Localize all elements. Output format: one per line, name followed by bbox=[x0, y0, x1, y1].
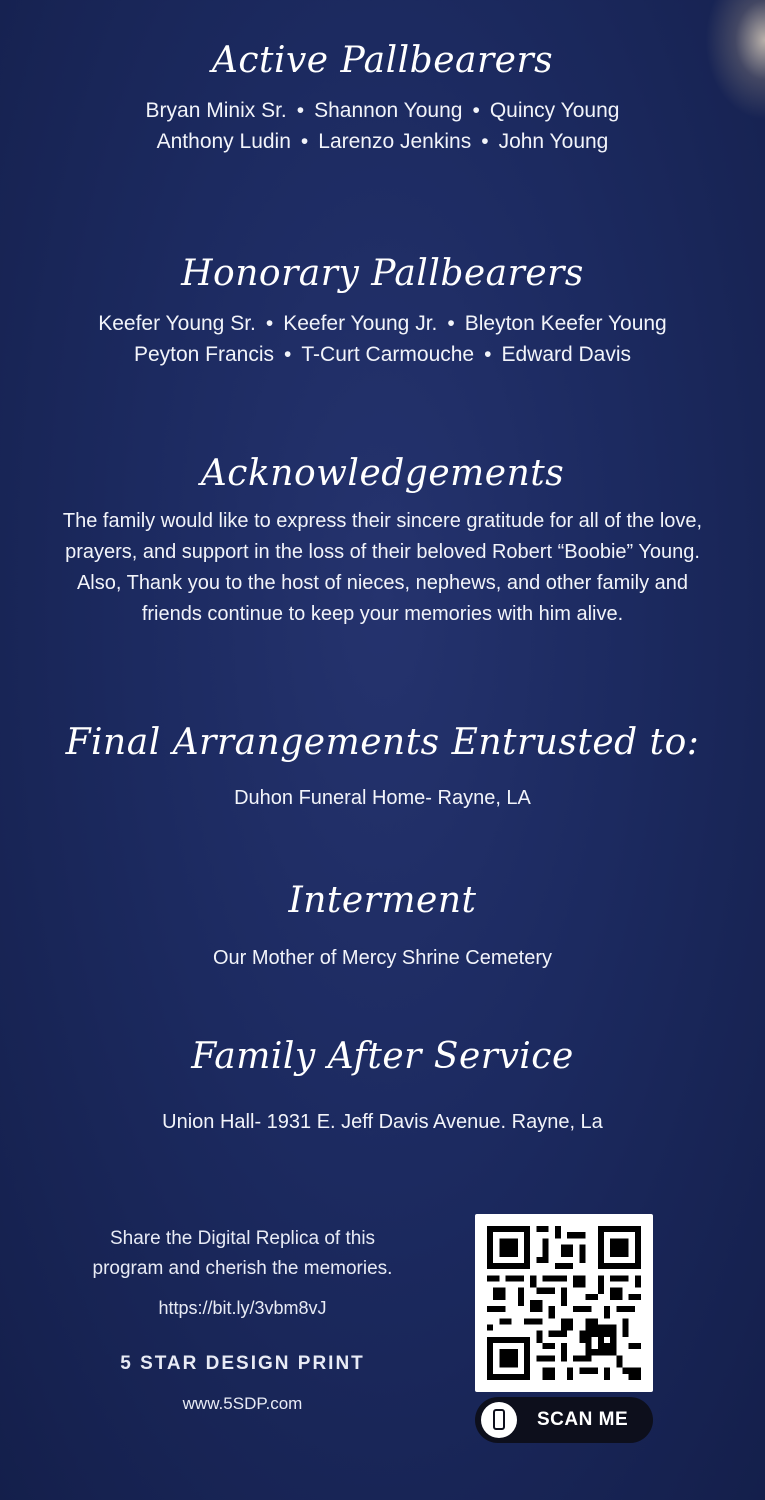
honorary-pallbearers-section bbox=[0, 253, 765, 370]
acknowledgements-section bbox=[0, 453, 765, 630]
final-arrangements-section bbox=[0, 722, 765, 810]
names-row bbox=[0, 95, 765, 126]
family-after-service-heading: Family After Service bbox=[191, 1036, 574, 1077]
phone-shape bbox=[493, 1409, 505, 1430]
interment-heading: Interment bbox=[288, 880, 477, 921]
pallbearer-name: Keefer Young Jr. bbox=[283, 312, 438, 335]
share-line: Share the Digital Replica of this bbox=[109, 1228, 376, 1249]
brand-name: 5 STAR DESIGN PRINT bbox=[120, 1353, 365, 1374]
separator: • bbox=[265, 312, 274, 335]
cemetery-text: Our Mother of Mercy Shrine Cemetery bbox=[213, 947, 552, 969]
names-row bbox=[0, 308, 765, 339]
qr-code-graphic bbox=[487, 1226, 641, 1380]
names-row bbox=[0, 339, 765, 370]
pallbearer-name: Shannon Young bbox=[314, 99, 463, 122]
qr-code-icon[interactable] bbox=[475, 1214, 653, 1392]
pallbearer-name: Anthony Ludin bbox=[156, 130, 291, 153]
acknowledgement-line: prayers, and support in the loss of their beloved Robert “Boobie” Young. bbox=[65, 541, 700, 563]
scan-me-label: SCAN ME bbox=[537, 1409, 629, 1430]
honorary-pallbearers-names bbox=[0, 308, 765, 370]
family-after-service-section bbox=[0, 1036, 765, 1134]
pallbearer-name: Keefer Young Sr. bbox=[98, 312, 256, 335]
separator: • bbox=[300, 130, 309, 153]
separator: • bbox=[284, 343, 292, 366]
acknowledgement-line: friends continue to keep your memories with him alive. bbox=[141, 603, 624, 625]
separator: • bbox=[472, 99, 480, 122]
funeral-home-text: Duhon Funeral Home- Rayne, LA bbox=[234, 787, 531, 809]
acknowledgements-text bbox=[0, 506, 765, 630]
active-pallbearers-names bbox=[0, 95, 765, 157]
acknowledgement-line: The family would like to express their sincere gratitude for all of the love, bbox=[62, 510, 703, 532]
pallbearer-name: Larenzo Jenkins bbox=[318, 130, 472, 153]
pallbearer-name: Bleyton Keefer Young bbox=[464, 312, 667, 335]
separator: • bbox=[481, 130, 489, 153]
names-row bbox=[0, 126, 765, 157]
pallbearer-name: T-Curt Carmouche bbox=[301, 343, 475, 366]
website-link[interactable]: www.5SDP.com bbox=[182, 1394, 303, 1413]
share-link[interactable]: https://bit.ly/3vbm8vJ bbox=[158, 1298, 327, 1318]
acknowledgements-heading: Acknowledgements bbox=[200, 453, 565, 494]
active-pallbearers-section bbox=[0, 40, 765, 157]
separator: • bbox=[296, 99, 305, 122]
pallbearer-name: Edward Davis bbox=[501, 343, 632, 366]
share-text bbox=[60, 1224, 425, 1284]
pallbearer-name: Quincy Young bbox=[489, 99, 620, 122]
honorary-pallbearers-heading: Honorary Pallbearers bbox=[181, 253, 584, 294]
pallbearer-name: Bryan Minix Sr. bbox=[145, 99, 287, 122]
active-pallbearers-heading: Active Pallbearers bbox=[211, 40, 554, 81]
interment-section bbox=[0, 880, 765, 970]
union-hall-text: Union Hall- 1931 E. Jeff Davis Avenue. Rayne, La bbox=[162, 1111, 603, 1133]
scan-me-button[interactable] bbox=[475, 1397, 653, 1443]
separator: • bbox=[447, 312, 455, 335]
pallbearer-name: John Young bbox=[498, 130, 609, 153]
share-line: program and cherish the memories. bbox=[92, 1258, 393, 1279]
acknowledgement-line: Also, Thank you to the host of nieces, nephews, and other family and bbox=[76, 572, 689, 594]
final-arrangements-heading: Final Arrangements Entrusted to: bbox=[65, 722, 700, 763]
phone-icon bbox=[481, 1402, 517, 1438]
pallbearer-name: Peyton Francis bbox=[133, 343, 275, 366]
separator: • bbox=[484, 343, 492, 366]
